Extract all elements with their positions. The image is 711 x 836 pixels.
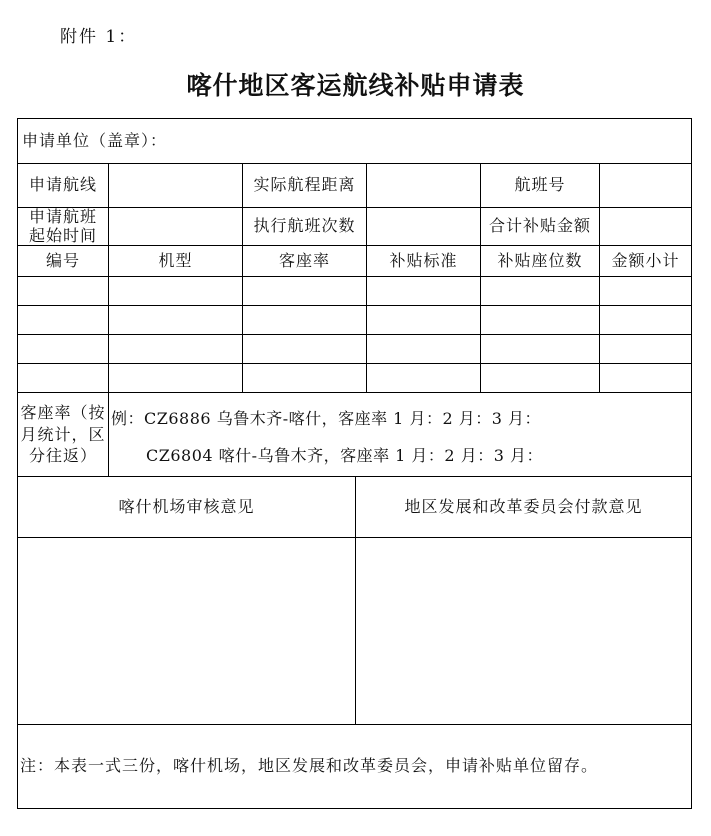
load-factor-example-1 [111, 406, 541, 429]
attachment-label: 附件 1： [60, 27, 138, 47]
table-row[interactable] [18, 335, 691, 363]
load-factor-label [18, 393, 108, 476]
total-subsidy-label: 合计补贴金额 [488, 216, 591, 236]
column-header-load-factor: 客座率 [278, 250, 330, 270]
flight-count-input[interactable] [367, 208, 480, 245]
form-note: 注：本表一式三份，喀什机场，地区发展和改革委员会，申请补贴单位留存。 [20, 756, 599, 776]
column-header-number: 编号 [45, 250, 80, 270]
subsidy-application-form [17, 118, 692, 809]
column-header-subsidy-standard: 补贴标准 [389, 250, 458, 270]
airport-review-label: 喀什机场审核意见 [118, 496, 255, 516]
column-divider [108, 163, 109, 476]
example-text: 乌鲁木齐-喀什，客座率 1 月：2 月：3 月： [216, 409, 541, 428]
flight-code: CZ6886 [144, 409, 212, 428]
airport-review-input[interactable] [18, 538, 355, 724]
flight-number-input[interactable] [600, 164, 691, 207]
applicant-label: 申请单位（盖章）： [22, 130, 168, 150]
column-header-amount-subtotal: 金额小计 [611, 250, 680, 270]
load-factor-example-2 [146, 443, 543, 466]
column-divider [242, 163, 243, 392]
column-divider [355, 476, 356, 724]
column-divider [366, 163, 367, 392]
route-label: 申请航线 [28, 175, 97, 195]
load-factor-label-line2: 月统计，区 [20, 424, 106, 444]
column-header-aircraft-type: 机型 [158, 250, 193, 270]
start-time-label [18, 208, 108, 245]
flight-number-label: 航班号 [514, 175, 566, 195]
start-time-label-line1: 申请航班 [28, 207, 97, 227]
distance-label: 实际航程距离 [253, 175, 356, 195]
row-divider [18, 392, 691, 393]
start-time-label-line2: 起始时间 [28, 225, 97, 245]
table-row[interactable] [18, 277, 691, 305]
page-title: 喀什地区客运航线补贴申请表 [186, 71, 525, 100]
route-input[interactable] [109, 164, 242, 207]
total-subsidy-input[interactable] [600, 208, 691, 245]
column-divider [480, 163, 481, 392]
load-factor-label-line3: 分往返） [28, 446, 97, 466]
column-divider [599, 163, 600, 392]
table-row[interactable] [18, 364, 691, 392]
example-prefix: 例： [111, 409, 145, 428]
flight-code: CZ6804 [146, 446, 214, 465]
table-row[interactable] [18, 306, 691, 334]
start-time-input[interactable] [109, 208, 242, 245]
example-text: 喀什-乌鲁木齐，客座率 1 月：2 月：3 月： [218, 446, 543, 465]
distance-input[interactable] [367, 164, 480, 207]
column-header-subsidy-seats: 补贴座位数 [497, 250, 583, 270]
commission-payment-input[interactable] [356, 538, 691, 724]
commission-payment-label: 地区发展和改革委员会付款意见 [404, 496, 643, 516]
flight-count-label: 执行航班次数 [253, 216, 356, 236]
load-factor-label-line1: 客座率（按 [20, 403, 106, 423]
